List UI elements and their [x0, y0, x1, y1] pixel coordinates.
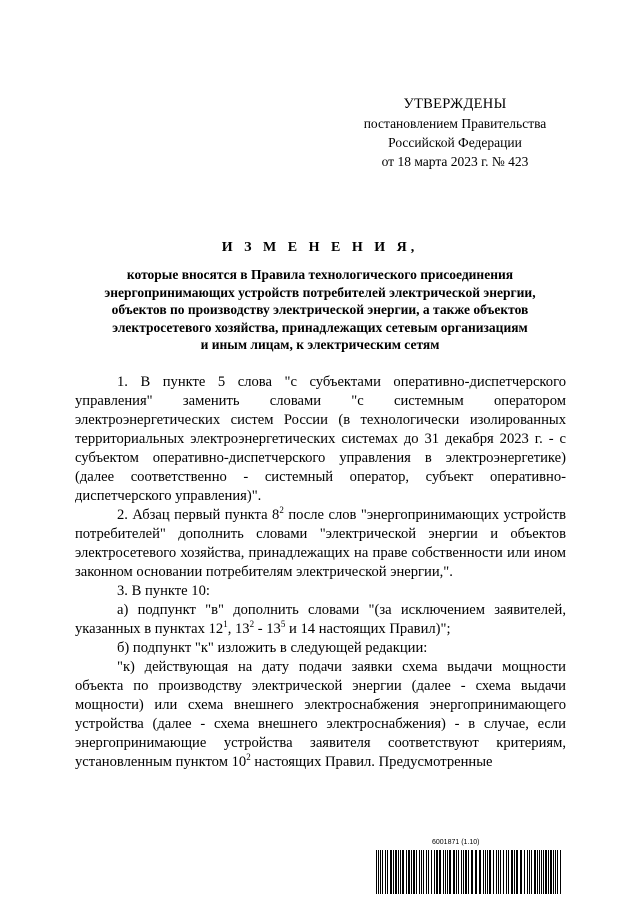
paragraph-5: б) подпункт "к" изложить в следующей редакции:: [117, 640, 428, 656]
paragraph-2-text: после слов "энергопринимающих устройств потребителей" дополнить словами "электрической энергии и объектов электросетевого хозяйства, принадлежащих на праве собственности или ином законном основании потребителям электрической энергии,".: [75, 507, 566, 580]
document-body: [75, 373, 566, 772]
paragraph-2-text: 2. Абзац первый пункта 8: [117, 507, 280, 523]
document-heading: И З М Е Н Е Н И Я,: [221, 240, 419, 255]
superscript: 1: [223, 619, 228, 630]
paragraph-4-text: а) подпункт "в" дополнить словами "(за исключением заявителей, указанных в пунктах 12: [75, 602, 566, 637]
approval-line-1: постановлением Правительства: [363, 116, 547, 131]
paragraph-6-text: настоящих Правил. Предусмотренные: [250, 754, 493, 770]
paragraph-6-text: "к) действующая на дату подачи заявки схема выдачи мощности объекта по производству электрической энергии (далее - схема выдачи мощности) или схема внешнего электроснабжения энергопринимающего устройства (далее - схема внешнего электроснабжения) - в случае, если энергопринимающие устройства заявителя соответствуют критериям, установленным пунктом 10: [75, 659, 566, 770]
paragraph-6: [75, 658, 566, 772]
paragraph-4: [75, 601, 566, 639]
document-code: 6001871 (1.10): [432, 839, 480, 846]
subtitle-line: и иным лицам, к электрическим сетям: [200, 337, 440, 353]
subtitle-line: объектов по производству электрической энергии, а также объектов: [111, 302, 529, 318]
paragraph-1: 1. В пункте 5 слова "с субъектами оперативно-диспетчерского управления" заменить словами "с системным оператором электроэнергетических систем России (в технологически изолированных территориальных электроэнергетических системах до 31 декабря 2023 г. - с субъектом оперативно-диспетчерского управления в электроэнергетике) (далее соответственно - системный оператор, субъект оперативно-диспетчерского управления)".: [75, 374, 566, 504]
barcode: [376, 850, 564, 894]
paragraph-4-text: - 13: [254, 621, 281, 637]
approval-line-3: от 18 марта 2023 г. № 423: [381, 154, 529, 169]
approval-stamp: [340, 95, 570, 171]
subtitle-line: энергопринимающих устройств потребителей электрической энергии,: [104, 284, 536, 300]
superscript: 2: [246, 752, 251, 763]
approval-title: УТВЕРЖДЕНЫ: [403, 96, 507, 112]
paragraph-2: [75, 506, 566, 582]
approval-line-2: Российской Федерации: [388, 135, 522, 150]
superscript: 5: [280, 619, 286, 630]
paragraph-4-text: и 14 настоящих Правил)";: [285, 621, 451, 637]
subtitle-line: которые вносятся в Правила технологического присоединения: [126, 267, 514, 282]
superscript: 2: [279, 505, 284, 516]
paragraph-3: 3. В пункте 10:: [117, 583, 210, 599]
paragraph-4-text: , 13: [227, 621, 250, 637]
document-subtitle: [62, 266, 578, 354]
superscript: 2: [249, 619, 255, 630]
subtitle-line: электросетевого хозяйства, принадлежащих сетевым организациям: [112, 319, 528, 335]
